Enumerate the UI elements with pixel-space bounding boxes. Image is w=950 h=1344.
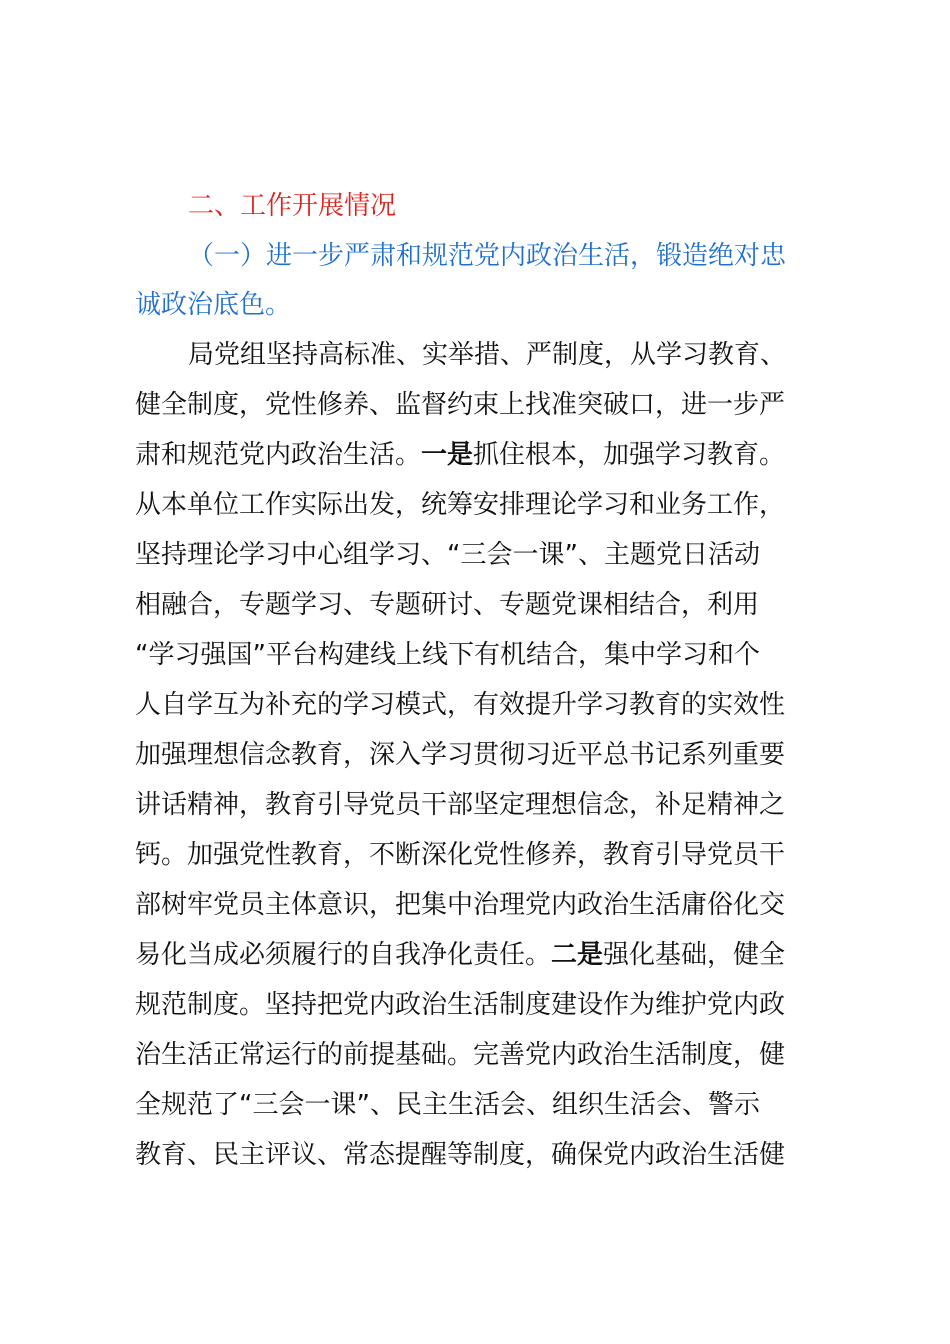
body-paragraph-line (135, 937, 835, 973)
body-paragraph-line: 部树牢党员主体意识，把集中治理党内政治生活庸俗化交 (135, 890, 786, 920)
subsection-heading-line-1: （一）进一步严肃和规范党内政治生活，锻造绝对忠 (188, 241, 787, 271)
body-paragraph-line: 规范制度。坚持把党内政治生活制度建设作为维护党内政 (135, 990, 786, 1020)
body-paragraph-line (135, 437, 835, 473)
body-paragraph-line: 相融合，专题学习、专题研讨、专题党课相结合，利用 (135, 590, 760, 620)
body-paragraph-line: 健全制度，党性修养、监督约束上找准突破口，进一步严 (135, 390, 786, 420)
body-paragraph-line: 钙。加强党性教育，不断深化党性修养，教育引导党员干 (135, 840, 786, 870)
body-paragraph-line: 讲话精神，教育引导党员干部坚定理想信念，补足精神之 (135, 790, 786, 820)
emphasis-label-second: 二是 (551, 940, 604, 970)
body-paragraph-line: 加强理想信念教育，深入学习贯彻习近平总书记系列重要 (135, 740, 786, 770)
body-text-segment: 肃和规范党内政治生活。 (135, 440, 422, 470)
body-paragraph-line: 坚持理论学习中心组学习、“三会一课”、主题党日活动 (135, 540, 760, 570)
body-paragraph-line: 从本单位工作实际出发，统筹安排理论学习和业务工作， (135, 490, 786, 520)
body-paragraph-line: 全规范了“三会一课”、民主生活会、组织生活会、警示 (135, 1090, 760, 1120)
body-text-segment: 强化基础，健全 (603, 940, 786, 970)
body-paragraph-line: 治生活正常运行的前提基础。完善党内政治生活制度，健 (135, 1040, 786, 1070)
emphasis-label-first: 一是 (421, 440, 474, 470)
body-text-segment: 抓住根本，加强学习教育。 (473, 440, 786, 470)
body-paragraph-line: 局党组坚持高标准、实举措、严制度，从学习教育、 (188, 340, 787, 370)
subsection-heading-line-2: 诚政治底色。 (135, 290, 292, 320)
body-paragraph-line: 教育、民主评议、常态提醒等制度，确保党内政治生活健 (135, 1140, 786, 1170)
body-text-segment: 易化当成必须履行的自我净化责任。 (135, 940, 552, 970)
section-heading: 二、工作开展情况 (188, 191, 397, 221)
body-paragraph-line: 人自学互为补充的学习模式，有效提升学习教育的实效性 (135, 690, 786, 720)
body-paragraph-line: “学习强国”平台构建线上线下有机结合，集中学习和个 (135, 640, 760, 670)
